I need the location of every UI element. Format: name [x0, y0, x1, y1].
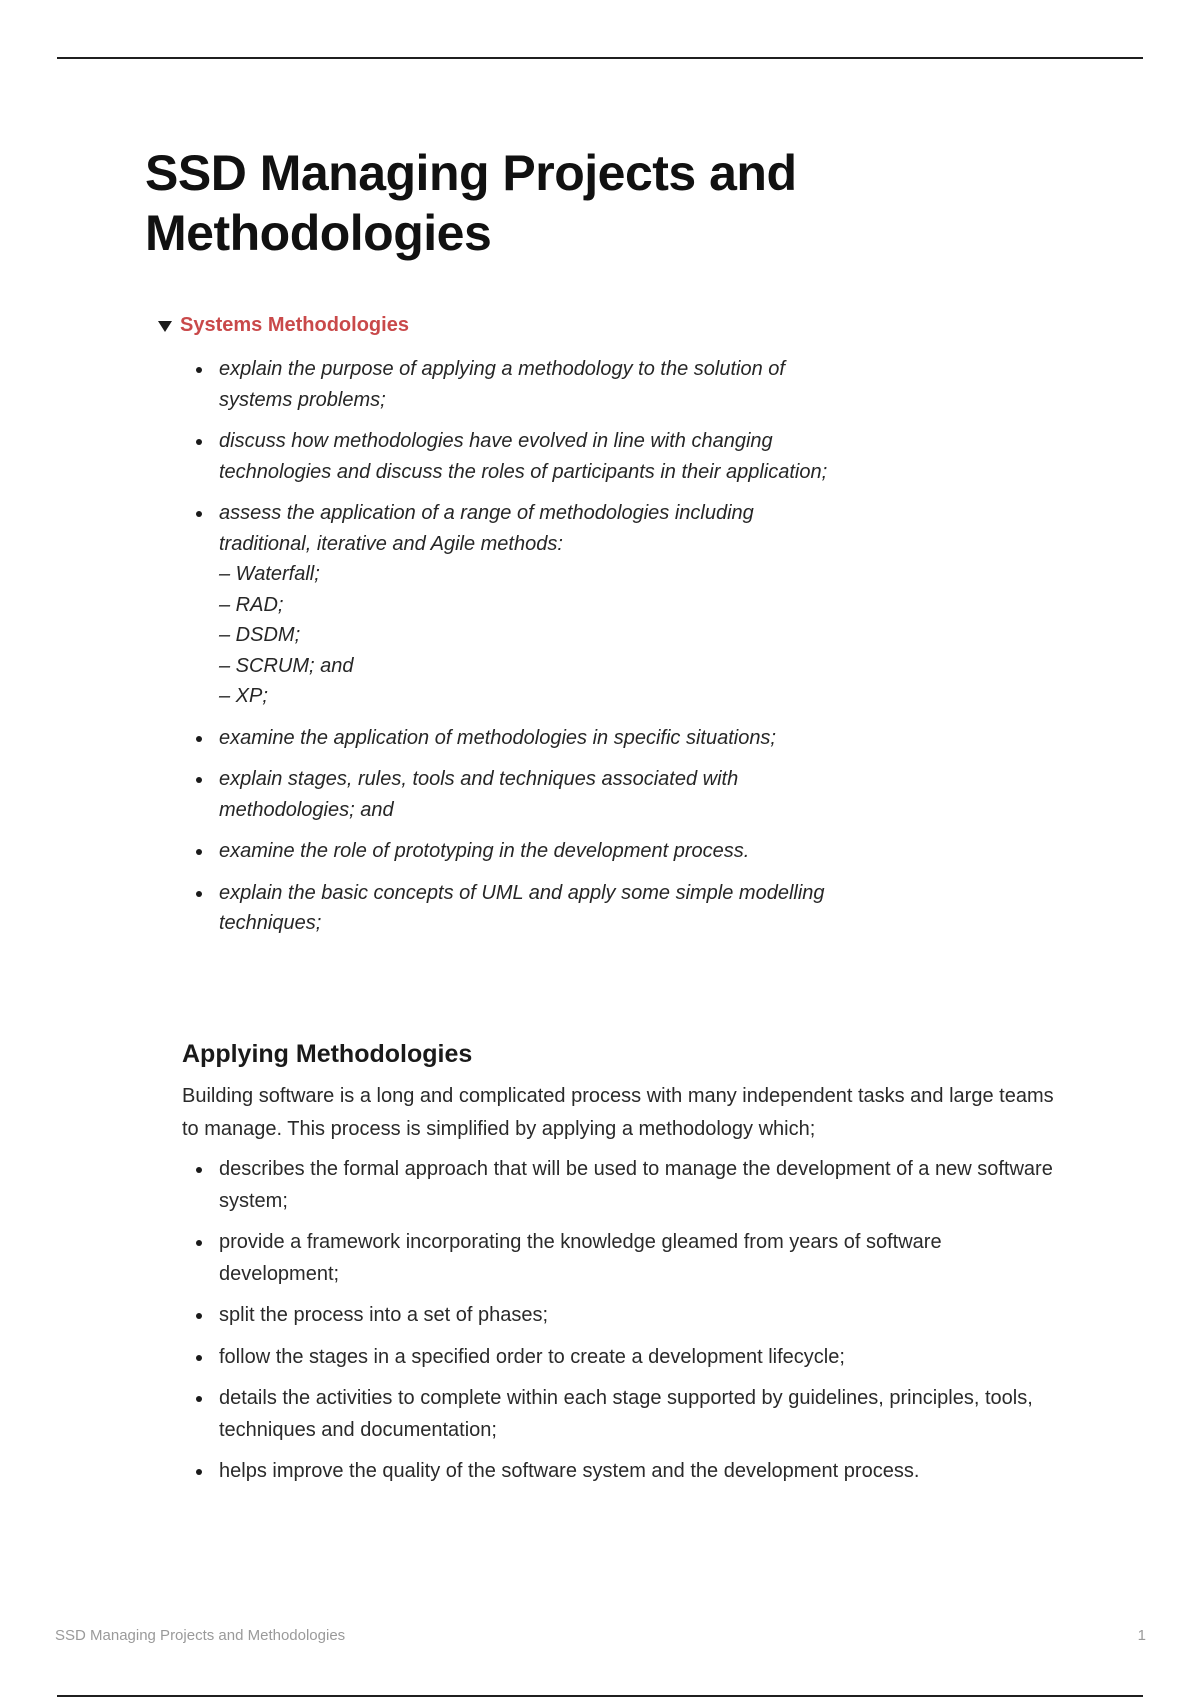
- method-xp: – XP;: [219, 685, 268, 707]
- list-item: details the activities to complete within each stage supported by guidelines, principles, tools, techniques and documentation;: [182, 1383, 1062, 1446]
- page-number: 1: [1137, 1627, 1146, 1644]
- method-rad: – RAD;: [219, 593, 284, 616]
- triangle-down-icon[interactable]: [158, 321, 172, 332]
- list-item: split the process into a set of phases;: [182, 1300, 1062, 1332]
- toggle-label[interactable]: Systems Methodologies: [180, 314, 409, 336]
- top-rule: [57, 57, 1143, 59]
- method-scrum: – SCRUM; and: [219, 654, 354, 677]
- methodology-benefits-list: [182, 1154, 1062, 1498]
- objective-item: explain stages, rules, tools and techniques associated with methodologies; and: [182, 764, 842, 825]
- method-dsdm: – DSDM;: [219, 624, 301, 646]
- objectives-list: [182, 354, 842, 950]
- method-waterfall: – Waterfall;: [219, 563, 320, 585]
- systems-methodologies-toggle[interactable]: [158, 312, 409, 338]
- objective-item: examine the application of methodologies in specific situations;: [182, 723, 842, 754]
- section-intro: Building software is a long and complicated process with many independent tasks and large teams to manage. This process is simplified by applying a methodology which;: [182, 1085, 1054, 1140]
- objective-item: explain the purpose of applying a methodology to the solution of systems problems;: [182, 354, 842, 415]
- page-title: SSD Managing Projects and Methodologies: [145, 145, 797, 261]
- objective-item: explain the basic concepts of UML and apply some simple modelling techniques;: [182, 878, 842, 939]
- list-item: follow the stages in a specified order to create a development lifecycle;: [182, 1342, 1062, 1374]
- list-item: provide a framework incorporating the knowledge gleamed from years of software development;: [182, 1227, 1062, 1290]
- section-heading: Applying Methodologies: [182, 1040, 473, 1068]
- bottom-rule: [57, 1695, 1143, 1697]
- footer-title: SSD Managing Projects and Methodologies: [55, 1627, 346, 1644]
- objective-item: assess the application of a range of methodologies including traditional, iterative and Agile methods: – Waterfall; – RAD; – DSDM; – SCRUM; and – XP;: [182, 498, 842, 712]
- objective-item: examine the role of prototyping in the development process.: [182, 836, 842, 867]
- list-item: describes the formal approach that will be used to manage the development of a new software system;: [182, 1154, 1062, 1217]
- objective-item: discuss how methodologies have evolved in line with changing technologies and discuss the roles of participants in their application;: [182, 426, 842, 487]
- list-item: helps improve the quality of the software system and the development process.: [182, 1456, 1062, 1488]
